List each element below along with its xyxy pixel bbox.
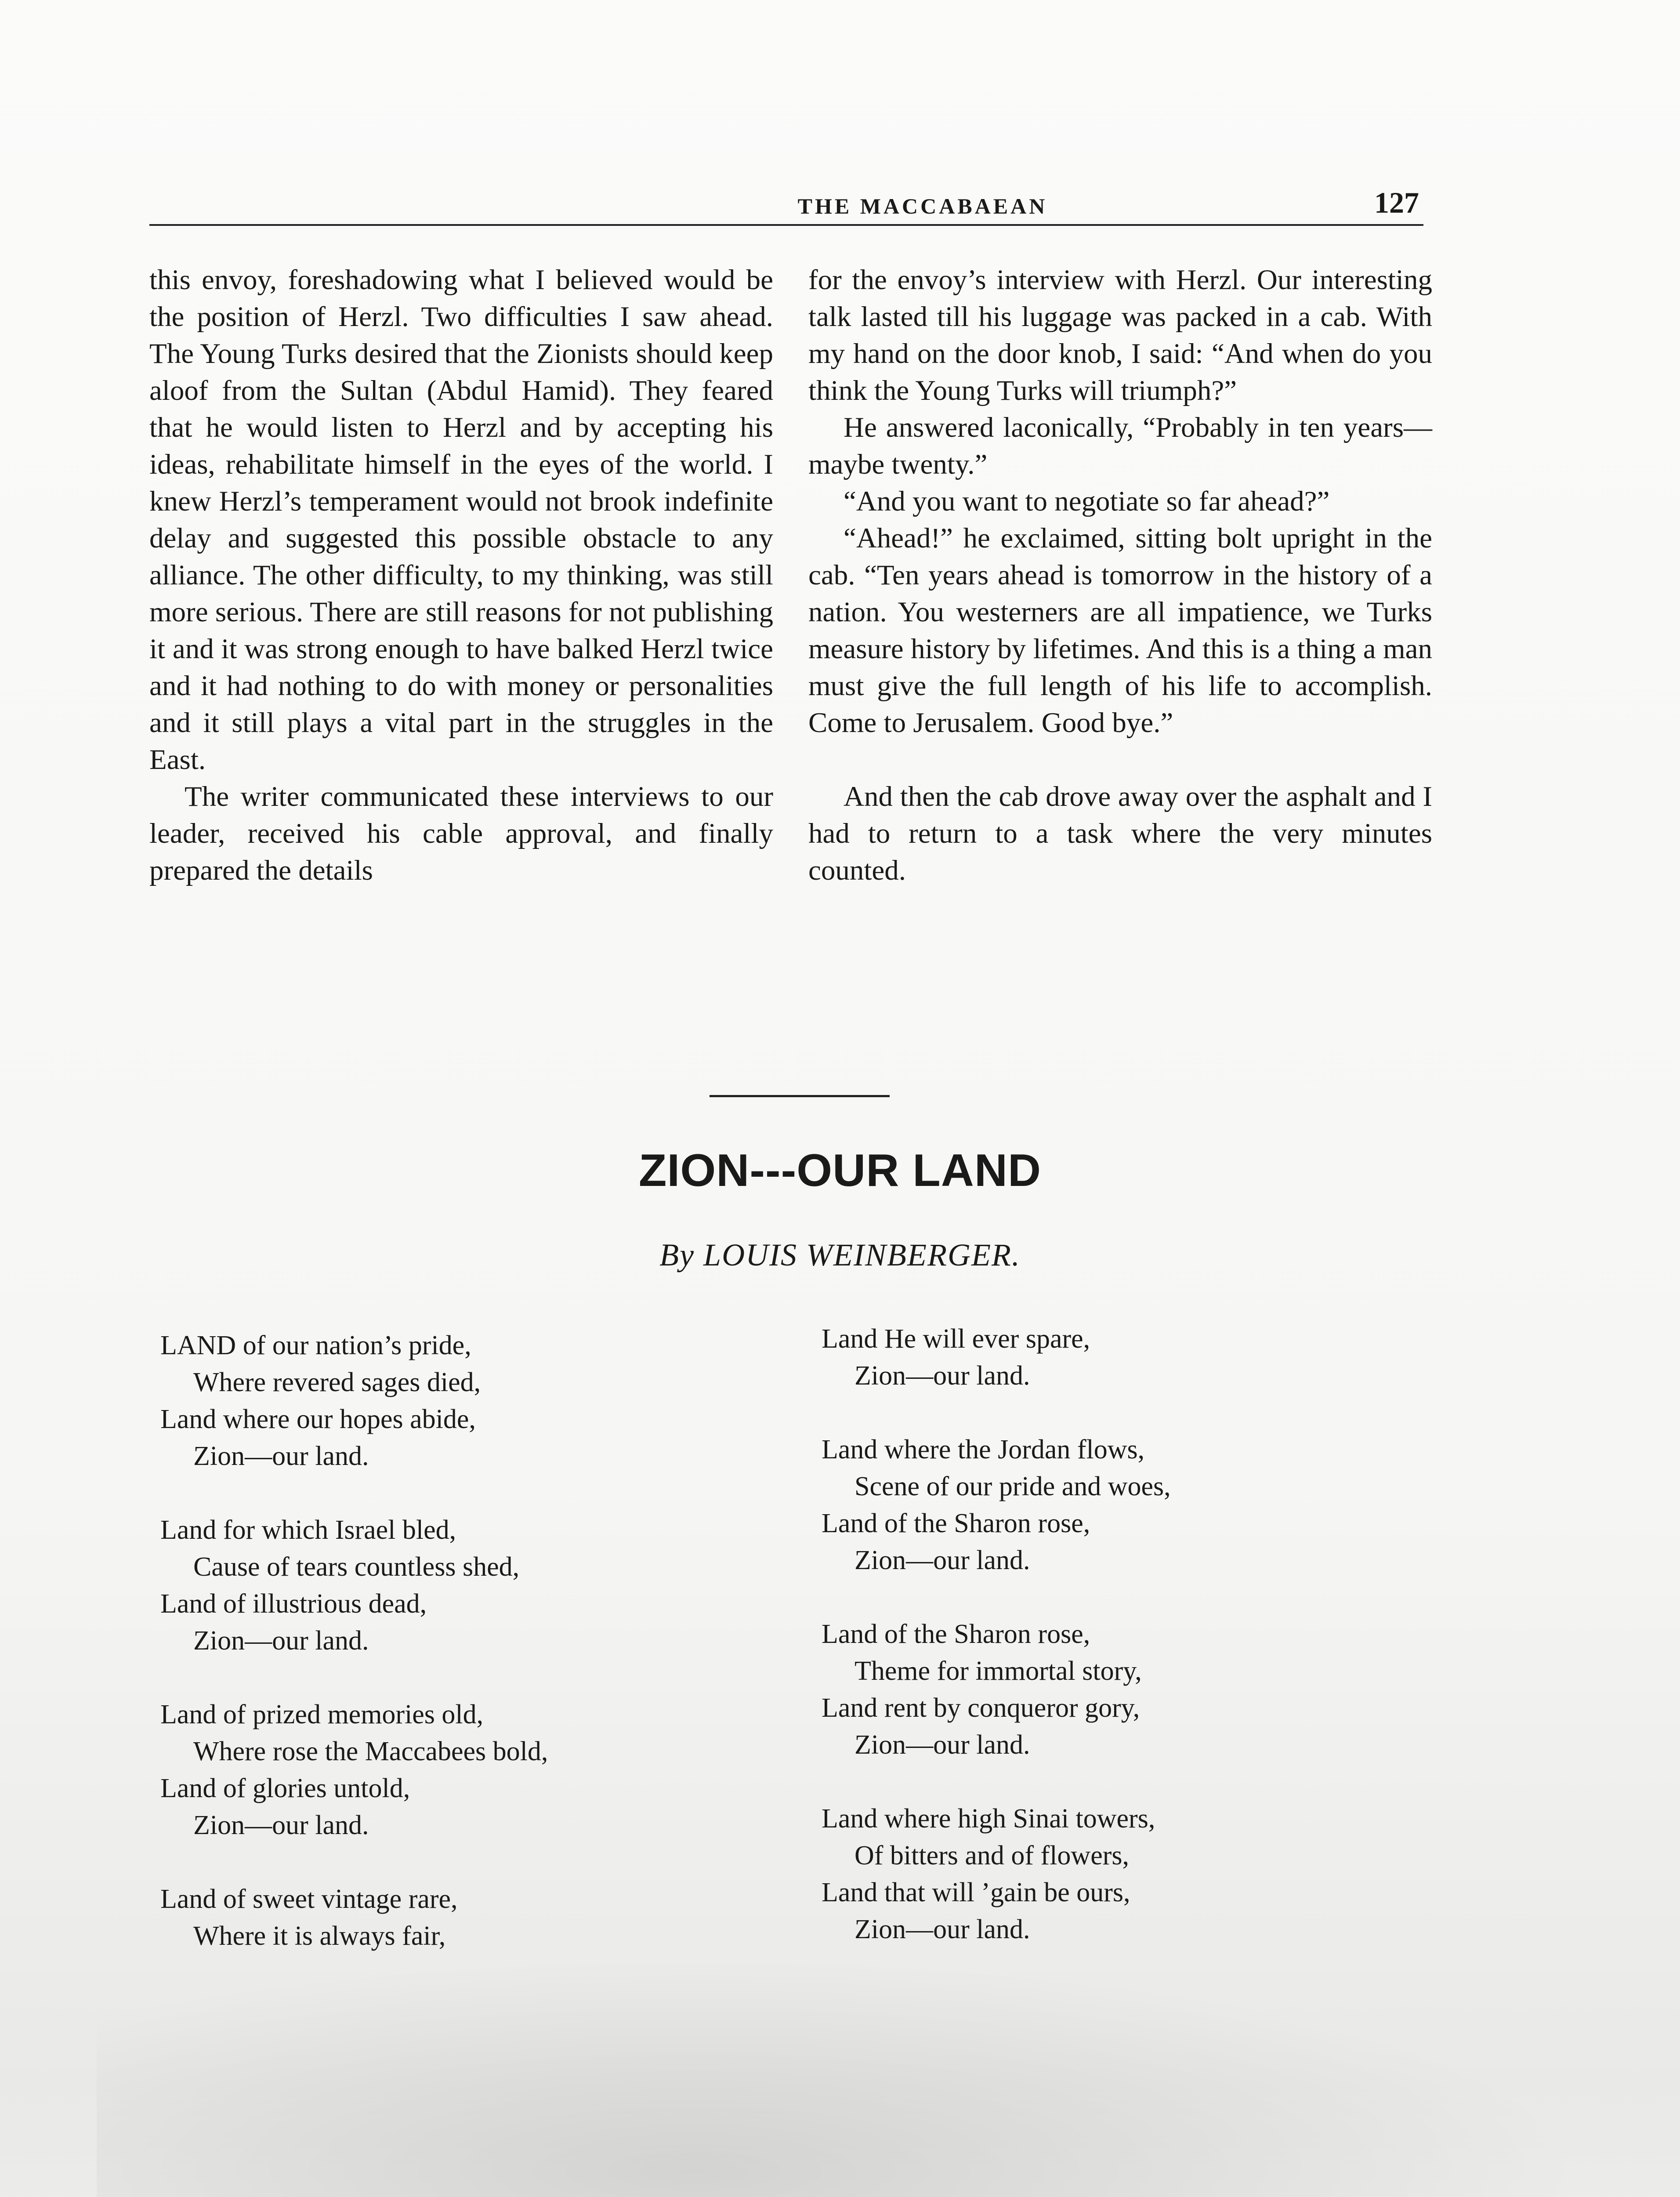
poem-title: ZION---OUR LAND [638, 1145, 1042, 1196]
poem-line: LAND of our nation’s pride, [160, 1331, 471, 1360]
poem-line: Cause of tears countless shed, [193, 1552, 520, 1582]
poem-line: Land of the Sharon rose, [822, 1619, 1090, 1649]
poem-right-column [822, 1320, 1415, 1985]
poem-line: Land of the Sharon rose, [822, 1508, 1090, 1538]
poem-byline: By LOUIS WEINBERGER. [659, 1237, 1021, 1273]
page-header [149, 186, 1423, 226]
poem-stanza [160, 1327, 753, 1475]
article-paragraph: this envoy, foreshadowing what I believed would be the position of Herzl. Two difficulties I saw ahead. The Young Turks desired that the Zionists should keep aloof from the Sultan (Abdul Hamid). They feared that he would listen to Herzl and by accepting his ideas, rehabilitate himself in the eyes of the world. I knew Herzl’s temperament would not brook indefinite delay and suggested this possible obstacle to any alliance. The other difficulty, to my thinking, was still more serious. There are still reasons for not publishing it and it was strong enough to have balked Herzl twice and it had nothing to do with money or personalities and it still plays a vital part in the struggles in the East. [149, 264, 773, 776]
poem-line: Land for which Israel bled, [160, 1515, 456, 1545]
poem-stanza [822, 1616, 1415, 1763]
scan-shadow [97, 1955, 1590, 2197]
poem-line: Zion—our land. [193, 1810, 369, 1840]
poem-line: Land He will ever spare, [822, 1324, 1090, 1354]
poem-stanza [822, 1320, 1415, 1394]
poem-line: Land where high Sinai towers, [822, 1804, 1155, 1834]
article-right-column [808, 261, 1432, 889]
article-paragraph: The writer communicated these interviews to our leader, received his cable approval, and finally prepared the details [149, 781, 773, 886]
article-paragraph: “And you want to negotiate so far ahead?” [844, 486, 1330, 517]
running-head: THE MACCABAEAN [797, 194, 1048, 218]
poem-stanza [160, 1696, 753, 1844]
article-left-column [149, 261, 773, 889]
poem-line: Zion—our land. [193, 1441, 369, 1471]
poem-line: Where it is always fair, [193, 1921, 446, 1951]
article-paragraph: And then the cab drove away over the asphalt and I had to return to a task where the very minutes counted. [808, 781, 1432, 886]
poem-line: Land where our hopes abide, [160, 1404, 476, 1434]
poem-line: Zion—our land. [854, 1914, 1030, 1944]
paragraph-spacer [808, 741, 1432, 778]
poem-line: Where revered sages died, [193, 1367, 481, 1397]
poem-line: Land of prized memories old, [160, 1700, 484, 1729]
poem-line: Zion—our land. [854, 1361, 1030, 1391]
poem-line: Land rent by conqueror gory, [822, 1693, 1140, 1723]
poem-line: Where rose the Maccabees bold, [193, 1737, 548, 1766]
poem-line: Of bitters and of flowers, [854, 1841, 1129, 1871]
poem-line: Zion—our land. [854, 1730, 1030, 1760]
poem-line: Land of illustrious dead, [160, 1589, 427, 1619]
poem-left-column [160, 1327, 753, 1991]
article-paragraph: for the envoy’s interview with Herzl. Our interesting talk lasted till his luggage was packed in a cab. With my hand on the door knob, I said: “And when do you think the Young Turks will triumph?” [808, 264, 1432, 406]
poem-line: Zion—our land. [193, 1626, 369, 1656]
article-paragraph: “Ahead!” he exclaimed, sitting bolt upright in the cab. “Ten years ahead is tomorrow in the history of a nation. You westerners are all impatience, we Turks measure history by lifetimes. And this is a thing a man must give the full length of his life to accomplish. Come to Jerusalem. Good bye.” [808, 522, 1432, 739]
section-divider [710, 1095, 890, 1097]
poem-line: Land of sweet vintage rare, [160, 1884, 458, 1914]
article-paragraph: He answered laconically, “Probably in ten years—maybe twenty.” [808, 412, 1432, 480]
poem-stanza [160, 1512, 753, 1659]
poem-line: Scene of our pride and woes, [854, 1472, 1171, 1501]
poem-line: Land of glories untold, [160, 1773, 410, 1803]
poem-line: Land that will ’gain be ours, [822, 1878, 1130, 1907]
poem-line: Theme for immortal story, [854, 1656, 1142, 1686]
poem-line: Zion—our land. [854, 1545, 1030, 1575]
poem-line: Land where the Jordan flows, [822, 1435, 1145, 1465]
poem-stanza [822, 1800, 1415, 1948]
poem-stanza [160, 1881, 753, 1954]
poem-stanza [822, 1431, 1415, 1579]
page-number: 127 [1374, 186, 1419, 219]
